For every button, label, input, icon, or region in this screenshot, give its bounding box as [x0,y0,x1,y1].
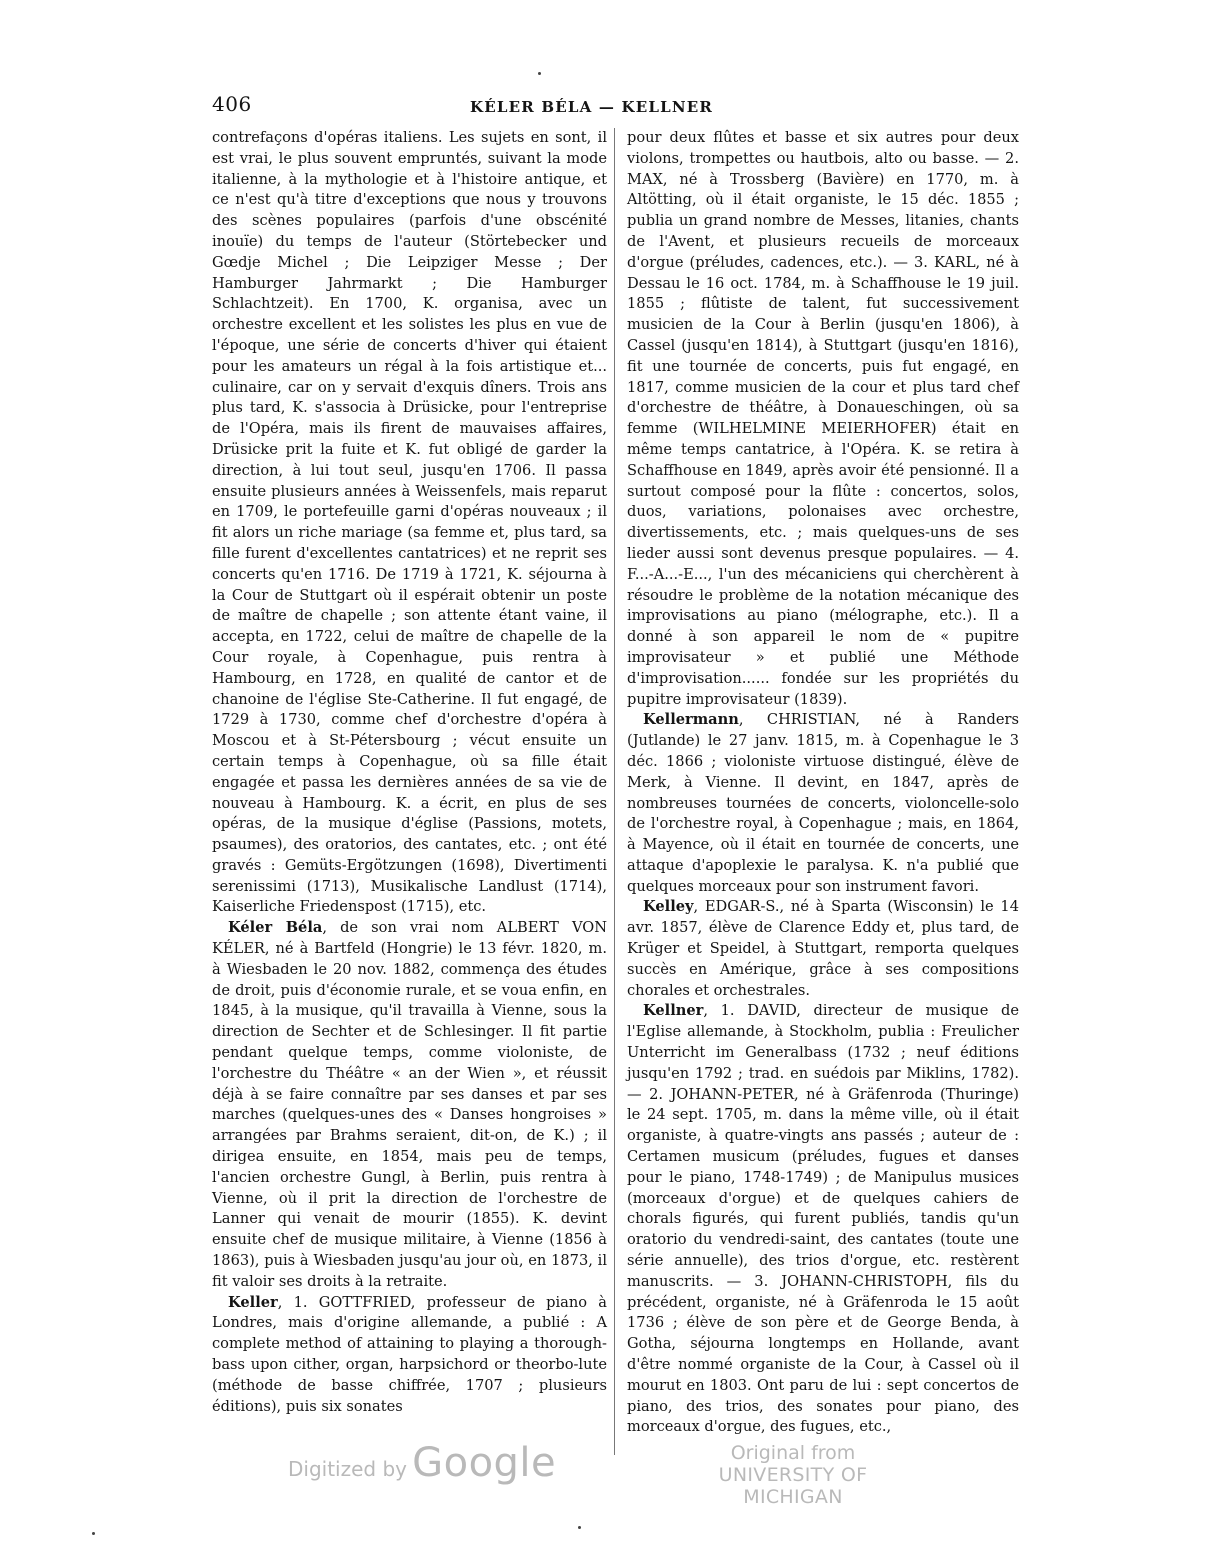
entry-text: , EDGAR-S., né à Sparta (Wisconsin) le 14 avr. 1857, élève de Clarence Eddy et, plus tard, de Krüger et Speidel, à Stuttgart, remporta quelques succès en Amérique, grâce à ses compositions chorales et orchestrales. [627,898,1019,999]
dictionary-entry-keler-bela [212,918,607,1292]
page-number: 406 [212,92,252,116]
entry-text: , CHRISTIAN, né à Randers (Jutlande) le 27 janv. 1815, m. à Copenhague le 3 déc. 1866 ; violoniste virtuose distingué, élève de Merk, à Vienne. Il devint, en 1847, après de nombreuses tournées de concerts, violoncelle-solo de l'orchestre royal, à Copenhague ; mais, en 1864, à Mayence, où il était en tournée de concerts, une attaque d'apoplexie le paralysa. K. n'a publié que quelques morceaux pour son instrument favori. [627,711,1019,895]
entry-headword: Kellermann [643,711,739,729]
paragraph-text: pour deux flûtes et basse et six autres pour deux violons, trompettes ou hautbois, alto ou basse. — 2. MAX, né à Trossberg (Bavière) en 1770, m. à Altötting, où il était organiste, le 15 déc. 1855 ; publia un grand nombre de Messes, litanies, chants de l'Avent, et plusieurs recueils de morceaux d'orgue (préludes, cadences, etc.). — 3. KARL, né à Dessau le 16 oct. 1784, m. à Schaffhouse le 19 juil. 1855 ; flûtiste de talent, fut successivement musicien de la Cour à Berlin (jusqu'en 1806), à Cassel (jusqu'en 1814), à Stuttgart (jusqu'en 1816), fit une tournée de concerts, puis fut engagé, en 1817, comme musicien de la cour et plus tard chef d'orchestre de théâtre, à Donaueschingen, où sa femme (WILHELMINE MEIERHOFER) était en même temps cantatrice, à l'Opéra. K. se retira à Schaffhouse en 1849, après avoir été pensionné. Il a surtout composé pour la flûte : concertos, solos, duos, variations, polonaises avec orchestre, divertissements, etc. ; mais quelques-uns de ses lieder aussi sont devenus presque populaires. — 4. F...-A...-E..., l'un des mécaniciens qui cherchèrent à résoudre le problème de la notation mécanique des improvisations au piano (mélographe, etc.). Il a donné à son appareil le nom de « pupitre improvisateur » et publié une Méthode d'improvisation...... fondée sur les propriétés du pupitre improvisateur (1839). [627,129,1019,708]
google-logo-text: Google [412,1440,557,1486]
dictionary-entry-keller [212,1293,607,1418]
watermark-original-from: Original from [730,1442,856,1464]
paragraph-continuation [212,128,607,918]
watermark-university: UNIVERSITY OF MICHIGAN [718,1464,868,1508]
column-divider [614,128,615,1455]
entry-headword: Kéler Béla [228,919,323,937]
paragraph-text: contrefaçons d'opéras italiens. Les sujets en sont, il est vrai, le plus souvent empruntés, suivant la mode italienne, à la mythologie et à l'histoire antique, et ce n'est qu'à titre d'exceptions que nous y trouvons des scènes populaires (parfois d'une obscénité inouïe) du temps de l'auteur (Störtebecker und Gœdje Michel ; Die Leipziger Messe ; Der Hamburger Jahrmarkt ; Die Hamburger Schlachtzeit). En 1700, K. organisa, avec un orchestre excellent et les solistes les plus en vue de l'époque, une série de concerts d'hiver qui étaient pour les amateurs un régal à la fois artistique et... culinaire, car on y servait d'exquis dîners. Trois ans plus tard, K. s'associa à Drüsicke, pour l'entreprise de l'Opéra, mais ils firent de mauvaises affaires, Drüsicke prit la fuite et K. fut obligé de garder la direction, à lui tout seul, jusqu'en 1706. Il passa ensuite plusieurs années à Weissenfels, mais reparut en 1709, le portefeuille garni d'opéras nouveaux ; il fit alors un riche mariage (sa femme et, plus tard, sa fille furent d'excellentes cantatrices) et ne reprit ses concerts qu'en 1716. De 1719 à 1721, K. séjourna à la Cour de Stuttgart où il espérait obtenir un poste de maître de chapelle ; son attente étant vaine, il accepta, en 1722, celui de maître de chapelle de la Cour royale, à Copenhague, puis rentra à Hambourg, en 1728, en qualité de cantor et de chanoine de l'église Ste-Catherine. Il fut engagé, de 1729 à 1730, comme chef d'orchestre d'opéra à Moscou et à St-Pétersbourg ; vécut ensuite un certain temps à Copenhague, où sa fille était engagée et passa les dernières années de sa vie de nouveau à Hambourg. K. a écrit, en plus de ses opéras, de la musique d'église (Passions, motets, psaumes), des oratorios, des cantates, etc. ; ont été gravés : Gemüts-Ergötzungen (1698), Divertimenti serenissimi (1713), Musikalische Landlust (1714), Kaiserliche Friedenspost (1715), etc. [212,129,607,916]
running-head: KÉLER BÉLA — KELLNER [470,98,714,116]
paragraph-continuation [627,128,1019,710]
entry-headword: Kellner [643,1002,704,1020]
scan-speck [578,1526,581,1529]
entry-headword: Keller [228,1293,278,1311]
right-column [627,128,1019,1438]
left-column [212,128,607,1417]
scan-speck [92,1532,95,1535]
watermark-prefix: Digitized by [288,1457,407,1481]
dictionary-entry-kellermann [627,710,1019,897]
dictionary-entry-kellner [627,1001,1019,1438]
entry-text: , 1. GOTTFRIED, professeur de piano à Londres, mais d'origine allemande, a publié : A complete method of attaining to playing a thorough-bass upon cither, organ, harpsichord or theorbo-lute (méthode de basse chiffrée, 1707 ; plusieurs éditions), puis six sonates [212,1293,607,1415]
scan-speck [538,72,541,75]
entry-headword: Kelley [643,898,694,916]
dictionary-entry-kelley [627,897,1019,1001]
digitized-by-google-watermark [288,1440,556,1486]
entry-text: , de son vrai nom ALBERT VON KÉLER, né à Bartfeld (Hongrie) le 13 févr. 1820, m. à Wiesbaden le 20 nov. 1882, commença des études de droit, puis d'économie rurale, et se voua enfin, en 1845, à la musique, qu'il travailla à Vienne, sous la direction de Sechter et de Schlesinger. Il fit partie pendant quelque temps, comme violoniste, de l'orchestre du Théâtre « an der Wien », et réussit déjà à se faire connaître par ses danses et par ses marches (quelques-unes des « Danses hongroises » arrangées par Brahms seraient, dit-on, de K.) ; il dirigea ensuite, en 1854, mais peu de temps, l'ancien orchestre Gungl, à Berlin, puis rentra à Vienne, où il prit la direction de l'orchestre de Lanner qui venait de mourir (1855). K. devint ensuite chef de musique militaire, à Vienne (1856 à 1863), puis à Wiesbaden jusqu'au jour où, en 1873, il fit valoir ses droits à la retraite. [212,919,607,1290]
original-from-watermark [668,1442,918,1508]
entry-text: , 1. DAVID, directeur de musique de l'Eglise allemande, à Stockholm, publia : Freulicher Unterricht im Generalbass (1732 ; neuf éditions jusqu'en 1792 ; trad. en suédois par Miklins, 1782). — 2. JOHANN-PETER, né à Gräfenroda (Thuringe) le 24 sept. 1705, m. dans la même ville, où il était organiste, à quatre-vingts ans passés ; auteur de : Certamen musicum (préludes, fugues et danses pour le piano, 1748-1749) ; de Manipulus musices (morceaux d'orgue) et de quelques cahiers de chorals figurés, qui furent publiés, tandis qu'un oratorio du vendredi-saint, des cantates (toute une série annuelle), des trios d'orgue, etc. restèrent manuscrits. — 3. JOHANN-CHRISTOPH, fils du précédent, organiste, né à Gräfenroda le 15 août 1736 ; élève de son père et de George Benda, à Gotha, séjourna longtemps en Hollande, avant d'être nommé organiste de la Cour, à Cassel où il mourut en 1803. Ont paru de lui : sept concertos de piano, des trios, des sonates pour piano, des morceaux d'orgue, des fugues, etc., [627,1002,1019,1436]
